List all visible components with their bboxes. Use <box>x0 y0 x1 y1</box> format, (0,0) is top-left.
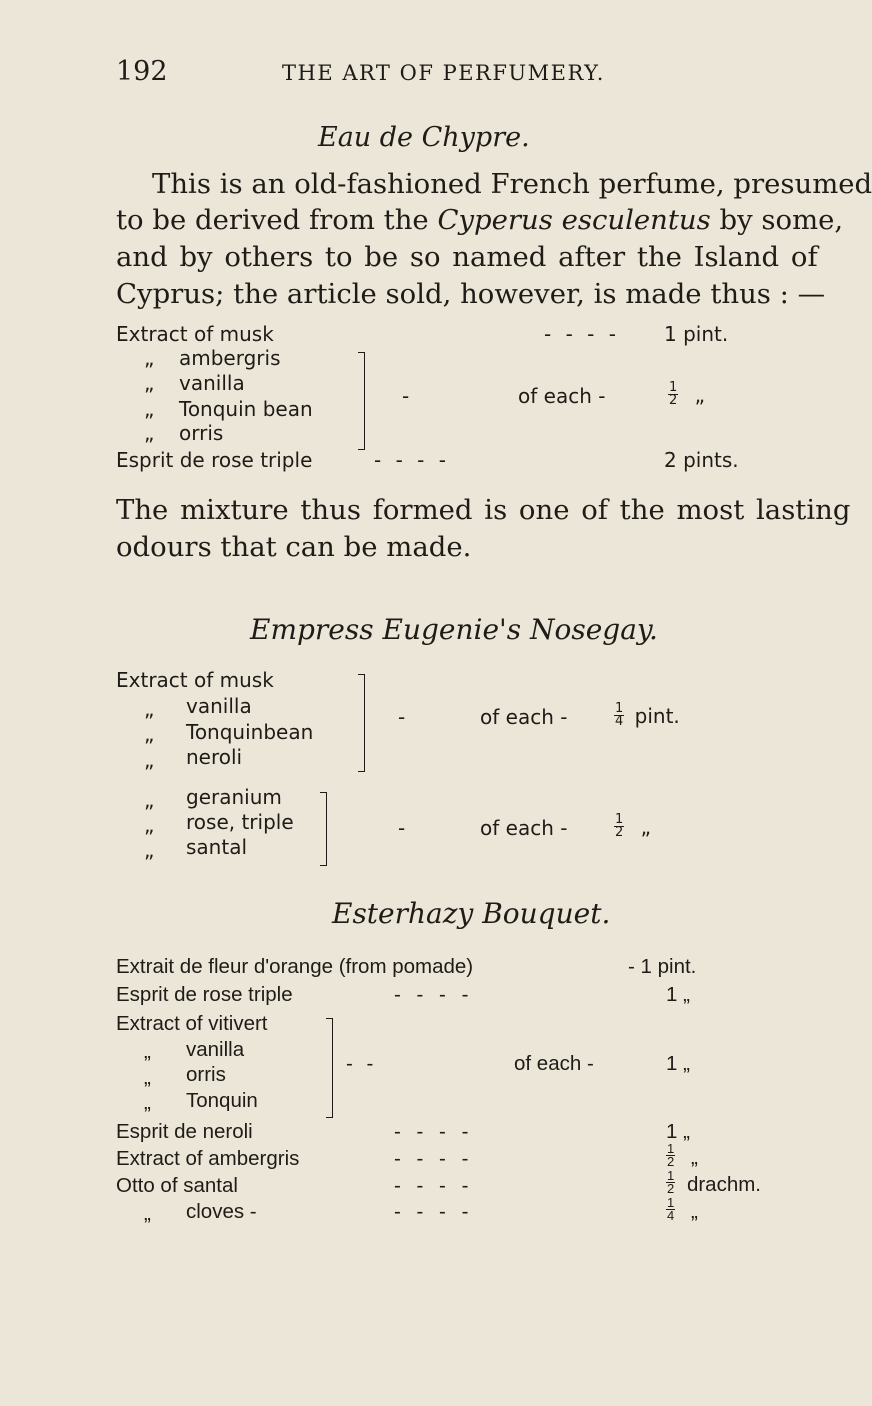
ditto-mark: „ <box>144 813 155 837</box>
fraction: $\frac{1}{2}$ <box>615 812 624 840</box>
recipe-orris: orris <box>186 1063 226 1086</box>
recipe-vanilla: vanilla <box>186 694 252 718</box>
recipe-cloves-dashes: - - - - <box>394 1200 474 1223</box>
recipe-neroli-qty: 1 „ <box>666 1120 690 1143</box>
recipe-vanilla: vanilla <box>179 371 245 395</box>
ditto-mark: „ <box>144 371 155 395</box>
grouping-brace <box>358 674 365 772</box>
recipe-neroli-dashes: - - - - <box>394 1120 474 1143</box>
ditto-mark: „ <box>144 1040 151 1063</box>
intro-text-a: to be derived from the <box>116 204 429 236</box>
group1-dash: - <box>398 705 406 729</box>
recipe-ambergris: ambergris <box>179 346 281 370</box>
fraction: $\frac{1}{2}$ <box>669 380 678 408</box>
scientific-name: Cyperus esculentus <box>437 204 711 236</box>
chypre-closing-line-2: odours that can be made. <box>116 531 472 563</box>
ditto-mark: „ <box>144 1202 151 1225</box>
chypre-intro-line-1: This is an old-fashioned French perfume, presumed <box>152 168 872 200</box>
fraction: $\frac{1}{2}$ <box>667 1168 675 1196</box>
chypre-intro-line-4: Cyprus; the article sold, however, is made thus : — <box>116 278 826 310</box>
section-title-empress-nosegay: Empress Eugenie's Nosegay. <box>250 613 658 646</box>
recipe-geranium: geranium <box>186 785 282 809</box>
group2-dash: - <box>398 816 406 840</box>
ditto-mark: „ <box>144 697 155 721</box>
recipe-ambergris-dashes: - - - - <box>394 1147 474 1170</box>
recipe-musk-dashes: - - - - <box>544 322 620 346</box>
group-quantity: $\frac{1}{2}$ „ <box>669 380 706 408</box>
recipe-santal: santal <box>186 835 248 859</box>
group1-quantity: $\frac{1}{4}$ pint. <box>615 701 680 729</box>
group-dashes: - - <box>346 1052 378 1075</box>
fraction: $\frac{1}{4}$ <box>615 701 624 729</box>
recipe-musk-qty: 1 pint. <box>664 322 729 346</box>
recipe-extract-ambergris: Extract of ambergris <box>116 1147 300 1170</box>
ditto-mark: „ <box>144 397 155 421</box>
recipe-extrait-qty: - 1 pint. <box>628 955 697 978</box>
chypre-intro-line-2 <box>116 204 843 236</box>
recipe-esprit-rose-dashes: - - - - <box>374 448 450 472</box>
recipe-esprit-rose-triple: Esprit de rose triple <box>116 983 293 1006</box>
chypre-intro-line-3: and by others to be so named after the Island of <box>116 241 818 273</box>
recipe-tonquinbean: Tonquinbean <box>186 720 314 744</box>
recipe-esprit-rose-qty: 1 „ <box>666 983 690 1006</box>
recipe-musk-name: Extract of musk <box>116 322 274 346</box>
group2-quantity: $\frac{1}{2}$ „ <box>615 812 652 840</box>
group2-of-each-label: of each - <box>480 816 568 840</box>
group-of-each-label: of each - <box>514 1052 594 1075</box>
recipe-extract-vitivert: Extract of vitivert <box>116 1012 268 1035</box>
ditto-mark: „ <box>144 421 155 445</box>
recipe-esprit-rose-name: Esprit de rose triple <box>116 448 313 472</box>
group-dash: - <box>402 384 410 408</box>
ditto-mark: „ <box>144 1066 151 1089</box>
chypre-closing-line-1: The mixture thus formed is one of the most lasting <box>116 494 851 526</box>
grouping-brace <box>320 792 327 866</box>
recipe-esprit-neroli: Esprit de neroli <box>116 1120 253 1143</box>
recipe-tonquin-bean: Tonquin bean <box>179 397 313 421</box>
grouping-brace <box>326 1018 333 1118</box>
group-qty: 1 „ <box>666 1052 690 1075</box>
recipe-otto-santal: Otto of santal <box>116 1174 238 1197</box>
group-of-each-label: of each - <box>518 384 606 408</box>
recipe-extract-musk: Extract of musk <box>116 668 274 692</box>
recipe-esprit-rose-dashes: - - - - <box>394 983 474 1006</box>
running-title: THE ART OF PERFUMERY. <box>282 61 605 85</box>
ditto-mark: „ <box>144 838 155 862</box>
recipe-santal-dashes: - - - - <box>394 1174 474 1197</box>
section-title-eau-de-chypre: Eau de Chypre. <box>318 122 530 153</box>
recipe-orris: orris <box>179 421 224 445</box>
recipe-esprit-rose-qty: 2 pints. <box>664 448 739 472</box>
group1-of-each-label: of each - <box>480 705 568 729</box>
grouping-brace <box>358 352 365 450</box>
recipe-rose-triple: rose, triple <box>186 810 294 834</box>
ditto-mark: „ <box>144 722 155 746</box>
section-title-esterhazy-bouquet: Esterhazy Bouquet. <box>332 897 611 930</box>
ditto-mark: „ <box>144 1091 151 1114</box>
intro-text-b: by some, <box>719 204 844 236</box>
recipe-neroli: neroli <box>186 745 243 769</box>
recipe-vanilla: vanilla <box>186 1038 245 1061</box>
recipe-cloves-qty: $\frac{1}{4}$ „ <box>667 1195 698 1223</box>
recipe-tonquin: Tonquin <box>186 1089 258 1112</box>
ditto-mark: „ <box>144 748 155 772</box>
recipe-extrait-fleur-orange: Extrait de fleur d'orange (from pomade) <box>116 955 474 978</box>
ditto-mark: „ <box>144 788 155 812</box>
fraction: $\frac{1}{4}$ <box>667 1195 675 1223</box>
recipe-cloves: cloves - <box>186 1200 257 1223</box>
recipe-ambergris-qty: $\frac{1}{2}$ „ <box>667 1141 698 1169</box>
recipe-santal-qty: $\frac{1}{2}$ drachm. <box>667 1168 761 1196</box>
fraction: $\frac{1}{2}$ <box>667 1141 675 1169</box>
page-number: 192 <box>116 56 168 87</box>
ditto-mark: „ <box>144 346 155 370</box>
